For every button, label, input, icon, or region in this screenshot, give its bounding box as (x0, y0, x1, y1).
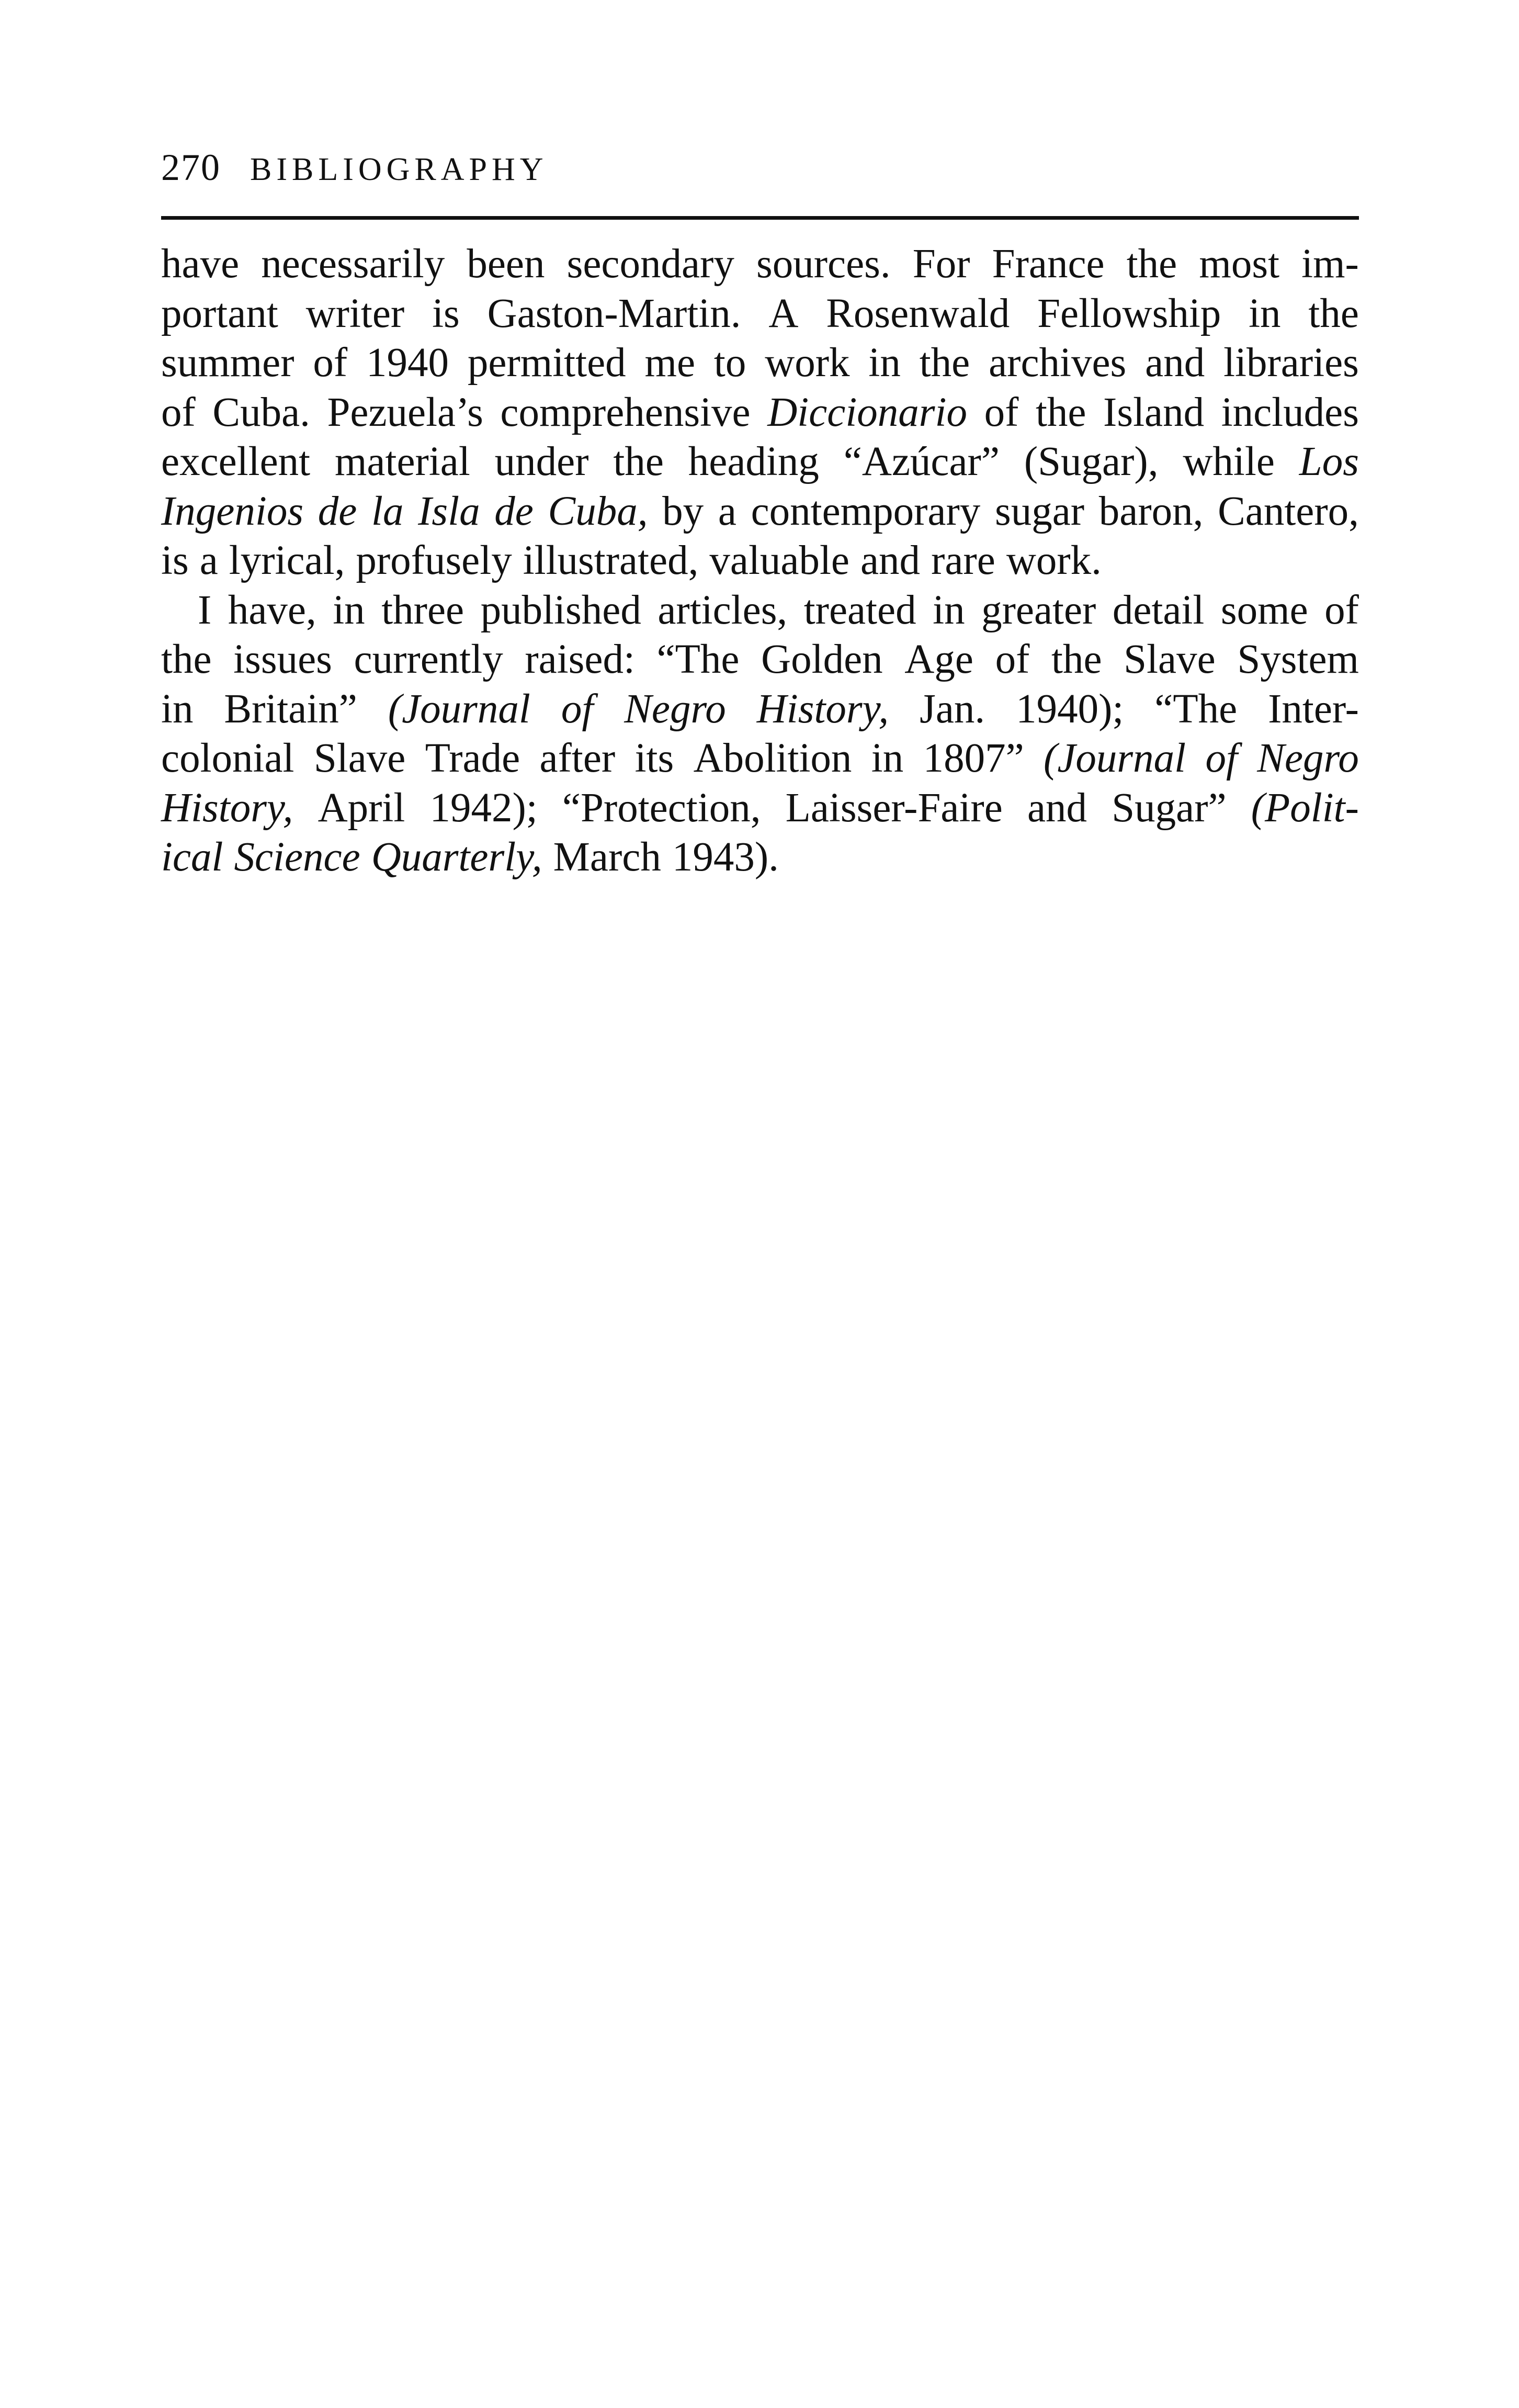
word: portant (161, 290, 278, 336)
word: of (313, 340, 348, 386)
text-line (161, 487, 1359, 537)
italic-word: History, (756, 686, 889, 732)
text-line (161, 586, 1359, 636)
word: of (984, 389, 1019, 435)
text-line (161, 784, 1359, 833)
word: Slave (313, 736, 406, 781)
italic-word: Quarterly, (371, 834, 542, 880)
word: valuable (709, 538, 849, 583)
word: Golden (761, 637, 883, 682)
word: Island (1103, 389, 1205, 435)
word: articles, (658, 587, 788, 633)
word: Age (904, 637, 973, 682)
word: For (912, 241, 970, 287)
word: and (1145, 340, 1205, 386)
word: includes (1221, 389, 1359, 435)
word: permitted (467, 340, 626, 386)
running-head-title: BIBLIOGRAPHY (250, 152, 548, 187)
text-line (161, 388, 1359, 438)
running-head (161, 141, 1359, 194)
italic-word: la (371, 488, 404, 534)
word: 1940); (1016, 686, 1124, 732)
word: work. (1006, 538, 1102, 583)
italic-word: de (318, 488, 357, 534)
word: detail (1112, 587, 1205, 633)
word: (Sugar), (1024, 439, 1159, 484)
word: in (933, 587, 965, 633)
word: of (1324, 587, 1359, 633)
word: some (1220, 587, 1308, 633)
word: summer (161, 340, 294, 386)
word: I (198, 587, 212, 633)
word: profusely (356, 538, 512, 583)
italic-word: of (561, 686, 594, 732)
word: have, (228, 587, 316, 633)
italic-word: Ingenios (161, 488, 304, 534)
word: A (768, 290, 799, 336)
word: secondary (566, 241, 734, 287)
text-line (161, 635, 1359, 685)
word: in (1249, 290, 1281, 336)
word: archives (989, 340, 1127, 386)
word: while (1183, 439, 1275, 484)
word: Trade (425, 736, 520, 781)
word: sources. (756, 241, 891, 287)
italic-word: Isla (418, 488, 480, 534)
text-line (161, 833, 1359, 883)
word: Laisser-Faire (785, 785, 1003, 831)
paragraph (161, 240, 1359, 586)
italic-word: (Journal (1044, 736, 1186, 781)
word: comprehensive (500, 389, 751, 435)
word: most (1199, 241, 1280, 287)
word: Rosenwald (826, 290, 1010, 336)
word: rare (931, 538, 995, 583)
italic-word: Negro (624, 686, 726, 732)
word: Fellowship (1037, 290, 1221, 336)
word: is (161, 538, 189, 583)
italic-word: Negro (1257, 736, 1359, 781)
word: issues (233, 637, 332, 682)
word: libraries (1223, 340, 1359, 386)
text-line (161, 289, 1359, 339)
word: April (318, 785, 405, 831)
header-rule (161, 216, 1359, 220)
italic-word: of (1205, 736, 1238, 781)
italic-word: Los (1299, 439, 1359, 484)
word: Gaston-Martin. (487, 290, 741, 336)
word: “The (656, 637, 740, 682)
text-line (161, 338, 1359, 388)
word: of (161, 389, 196, 435)
word: the (1051, 637, 1102, 682)
word: in (871, 736, 904, 781)
word: colonial (161, 736, 294, 781)
word: been (467, 241, 545, 287)
paragraph (161, 586, 1359, 883)
word: have (161, 241, 240, 287)
word: is (432, 290, 460, 336)
word: a (199, 538, 218, 583)
word: three (381, 587, 464, 633)
word: the (919, 340, 970, 386)
word: published (480, 587, 641, 633)
word: Sugar” (1112, 785, 1227, 831)
word: Slave (1124, 637, 1216, 682)
word: 1807” (923, 736, 1024, 781)
word: Cuba. (212, 389, 310, 435)
word: heading (688, 439, 819, 484)
word: Pezuela’s (327, 389, 483, 435)
italic-word: Diccionario (767, 389, 967, 435)
word: and (1027, 785, 1087, 831)
word: 1940 (366, 340, 449, 386)
word: under (494, 439, 589, 484)
word: the (161, 637, 212, 682)
word: the (1308, 290, 1359, 336)
word: “The (1154, 686, 1238, 732)
word: contemporary (751, 488, 981, 534)
word: the (1126, 241, 1177, 287)
word: Inter- (1268, 686, 1359, 732)
word: Britain” (224, 686, 357, 732)
page-number: 270 (161, 146, 221, 188)
word: lyrical, (229, 538, 345, 583)
word: France (992, 241, 1105, 287)
word: writer (305, 290, 405, 336)
word: “Protection, (562, 785, 761, 831)
word: greater (981, 587, 1096, 633)
text-line (161, 685, 1359, 734)
italic-word: Science (234, 834, 360, 880)
text-line (161, 734, 1359, 784)
word: Abolition (693, 736, 852, 781)
word: treated (803, 587, 916, 633)
word: in (868, 340, 901, 386)
word: im- (1301, 241, 1359, 287)
word: Jan. (920, 686, 985, 732)
word: Cantero, (1218, 488, 1359, 534)
italic-word: (Journal (388, 686, 530, 732)
word: a (718, 488, 736, 534)
italic-word: (Polit- (1251, 785, 1359, 831)
word: “Azúcar” (843, 439, 1000, 484)
word: System (1237, 637, 1359, 682)
text-line (161, 437, 1359, 487)
word: work (765, 340, 850, 386)
word: in (161, 686, 194, 732)
word: to (713, 340, 746, 386)
word: 1942); (429, 785, 538, 831)
italic-word: ical (161, 834, 223, 880)
word: 1943). (672, 834, 779, 880)
italic-word: Cuba, (548, 488, 648, 534)
word: necessarily (261, 241, 445, 287)
word: sugar (994, 488, 1085, 534)
word: excellent (161, 439, 311, 484)
word: by (662, 488, 704, 534)
word: of (995, 637, 1030, 682)
word: me (644, 340, 696, 386)
word: in (333, 587, 365, 633)
text-line (161, 240, 1359, 289)
word: baron, (1098, 488, 1204, 534)
word: raised: (525, 637, 635, 682)
word: after (539, 736, 616, 781)
word: March (553, 834, 661, 880)
word: material (334, 439, 470, 484)
word: currently (354, 637, 503, 682)
word: its (634, 736, 674, 781)
word: and (860, 538, 921, 583)
text-line (161, 536, 1359, 586)
word: the (613, 439, 664, 484)
italic-word: History, (161, 785, 293, 831)
word: the (1035, 389, 1086, 435)
italic-word: de (494, 488, 534, 534)
body-text (161, 240, 1359, 883)
word: illustrated, (523, 538, 699, 583)
